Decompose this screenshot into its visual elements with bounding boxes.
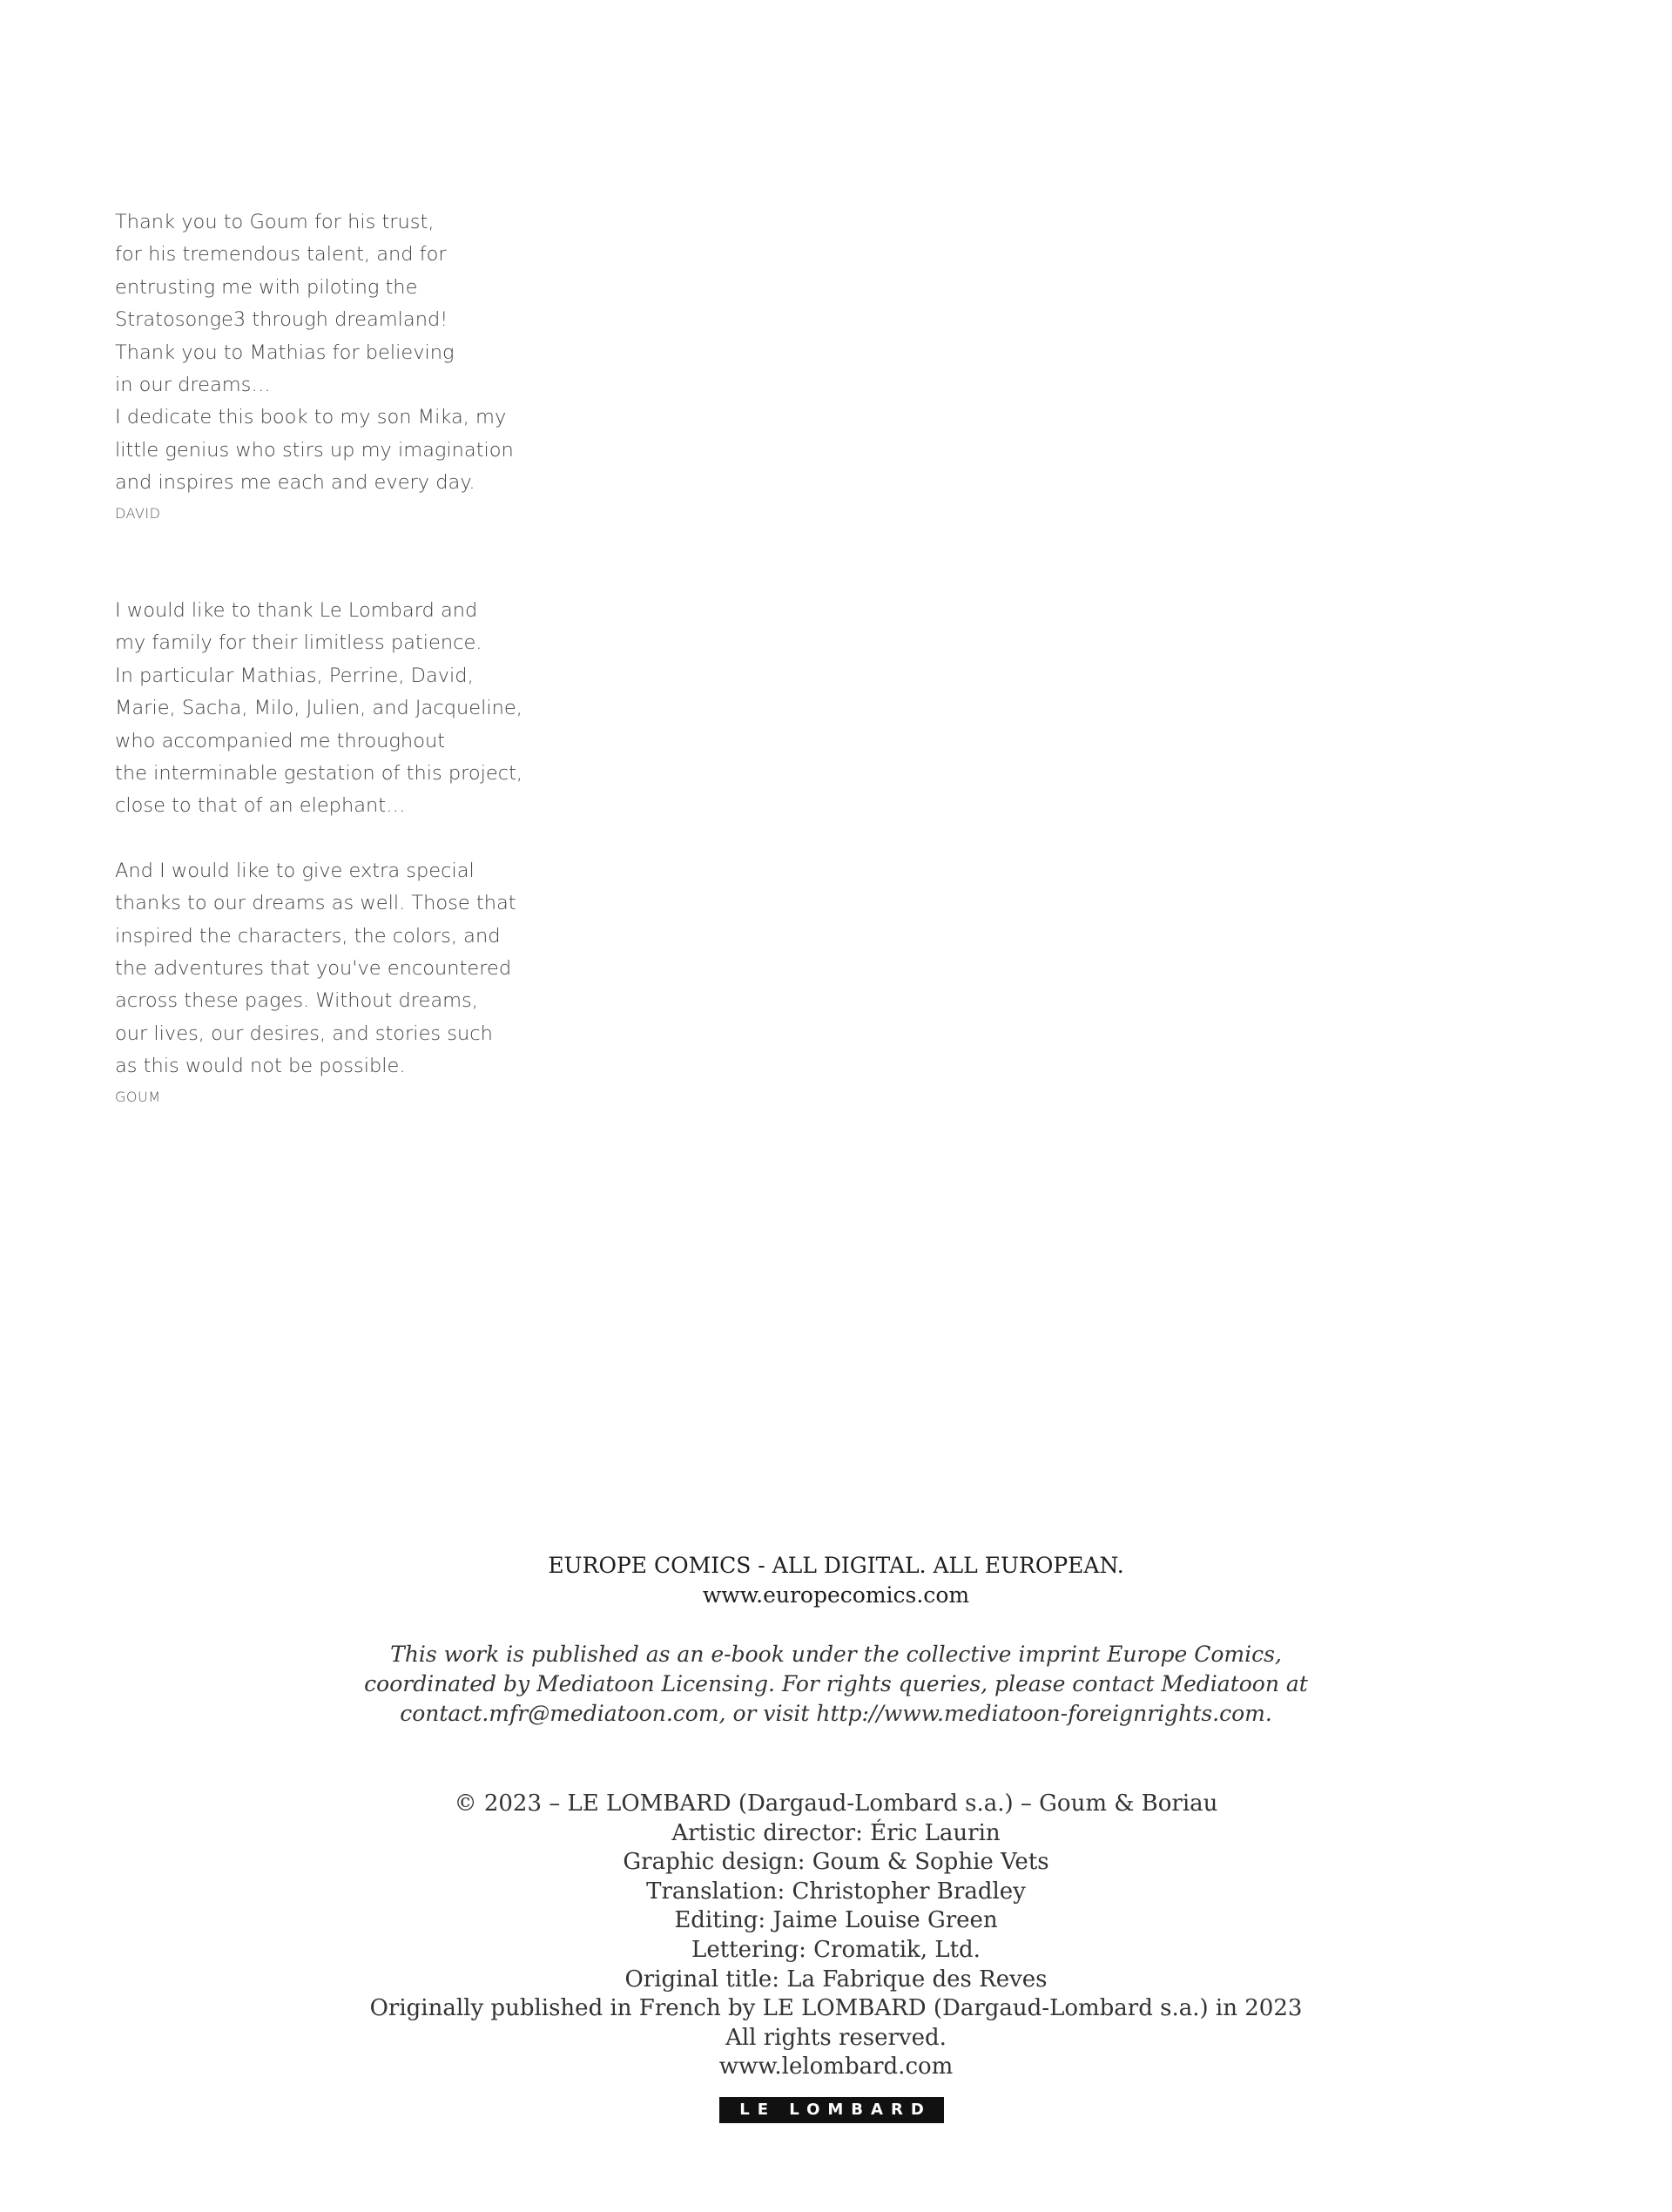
ack-david-line: little genius who stirs up my imagination: [115, 438, 514, 462]
ack-goum-line: the adventures that you've encountered: [115, 957, 512, 981]
imprint-line: coordinated by Mediatoon Licensing. For rights queries, please contact Mediatoon at: [364, 1671, 1308, 1696]
credit-original-title: Original title: La Fabrique des Reves: [624, 1966, 1048, 1993]
acknowledgment-goum: [115, 595, 568, 1108]
credit-lettering: Lettering: Cromatik, Ltd.: [691, 1936, 981, 1963]
ack-goum-line: across these pages. Without dreams,: [115, 989, 478, 1013]
credit-original-publication: Originally published in French by LE LOMBARD (Dargaud-Lombard s.a.) in 2023: [369, 1995, 1303, 2022]
le-lombard-logo: LE LOMBARD: [719, 2097, 944, 2123]
ack-david-line: for his tremendous talent, and for: [115, 243, 447, 266]
ack-goum-line: close to that of an elephant…: [115, 794, 406, 818]
ack-david-line: and inspires me each and every day.: [115, 471, 475, 495]
signature-goum: GOUM: [115, 1088, 161, 1105]
copyright-line: © 2023 – LE LOMBARD (Dargaud-Lombard s.a.) – Goum & Boriau: [454, 1791, 1218, 1817]
imprint-line: This work is published as an e-book under the collective imprint Europe Comics,: [390, 1642, 1282, 1667]
europe-comics-block: [0, 1551, 1672, 1610]
imprint-notice: [0, 1640, 1672, 1729]
credits-block: [0, 1790, 1672, 2082]
ack-goum-line: I would like to thank Le Lombard and: [115, 599, 478, 622]
ack-goum-line: Marie, Sacha, Milo, Julien, and Jacqueline,: [115, 697, 522, 720]
imprint-line: contact.mfr@mediatoon.com, or visit http://www.mediatoon-foreignrights.com.: [400, 1701, 1272, 1726]
ack-goum-line: thanks to our dreams as well. Those that: [115, 892, 516, 915]
ack-david-line: Thank you to Goum for his trust,: [115, 211, 435, 233]
europe-comics-tagline: EUROPE COMICS - ALL DIGITAL. ALL EUROPEAN.: [548, 1553, 1124, 1578]
acknowledgment-david: [115, 206, 568, 524]
ack-goum-line: my family for their limitless patience.: [115, 631, 482, 655]
credit-editing: Editing: Jaime Louise Green: [674, 1907, 998, 1934]
ack-david-line: in our dreams…: [115, 374, 271, 397]
credit-graphic-design: Graphic design: Goum & Sophie Vets: [623, 1849, 1049, 1876]
lelombard-website-link[interactable]: www.lelombard.com: [718, 2054, 954, 2080]
signature-david: DAVID: [115, 504, 161, 522]
ack-goum-paragraph-1: [115, 595, 568, 823]
ack-goum-line: And I would like to give extra special: [115, 859, 475, 882]
ack-david-line: Stratosonge3 through dreamland!: [115, 308, 448, 332]
rights-reserved: All rights reserved.: [725, 2024, 947, 2051]
ack-david-line: entrusting me with piloting the: [115, 275, 418, 299]
ack-goum-paragraph-2: [115, 855, 568, 1083]
ack-goum-line: the interminable gestation of this project,: [115, 762, 523, 786]
ack-goum-line: as this would not be possible.: [115, 1055, 406, 1078]
europe-comics-website-link[interactable]: www.europecomics.com: [702, 1582, 970, 1608]
ack-goum-line: inspired the characters, the colors, and: [115, 924, 501, 948]
ack-goum-line: In particular Mathias, Perrine, David,: [115, 664, 474, 687]
ack-goum-line: who accompanied me throughout: [115, 729, 446, 752]
ack-david-line: Thank you to Mathias for believing: [115, 341, 455, 364]
ack-goum-line: our lives, our desires, and stories such: [115, 1022, 493, 1045]
ack-david-line: I dedicate this book to my son Mika, my: [115, 406, 507, 429]
credit-artistic-director: Artistic director: Éric Laurin: [671, 1819, 1001, 1846]
credit-translation: Translation: Christopher Bradley: [646, 1878, 1026, 1905]
